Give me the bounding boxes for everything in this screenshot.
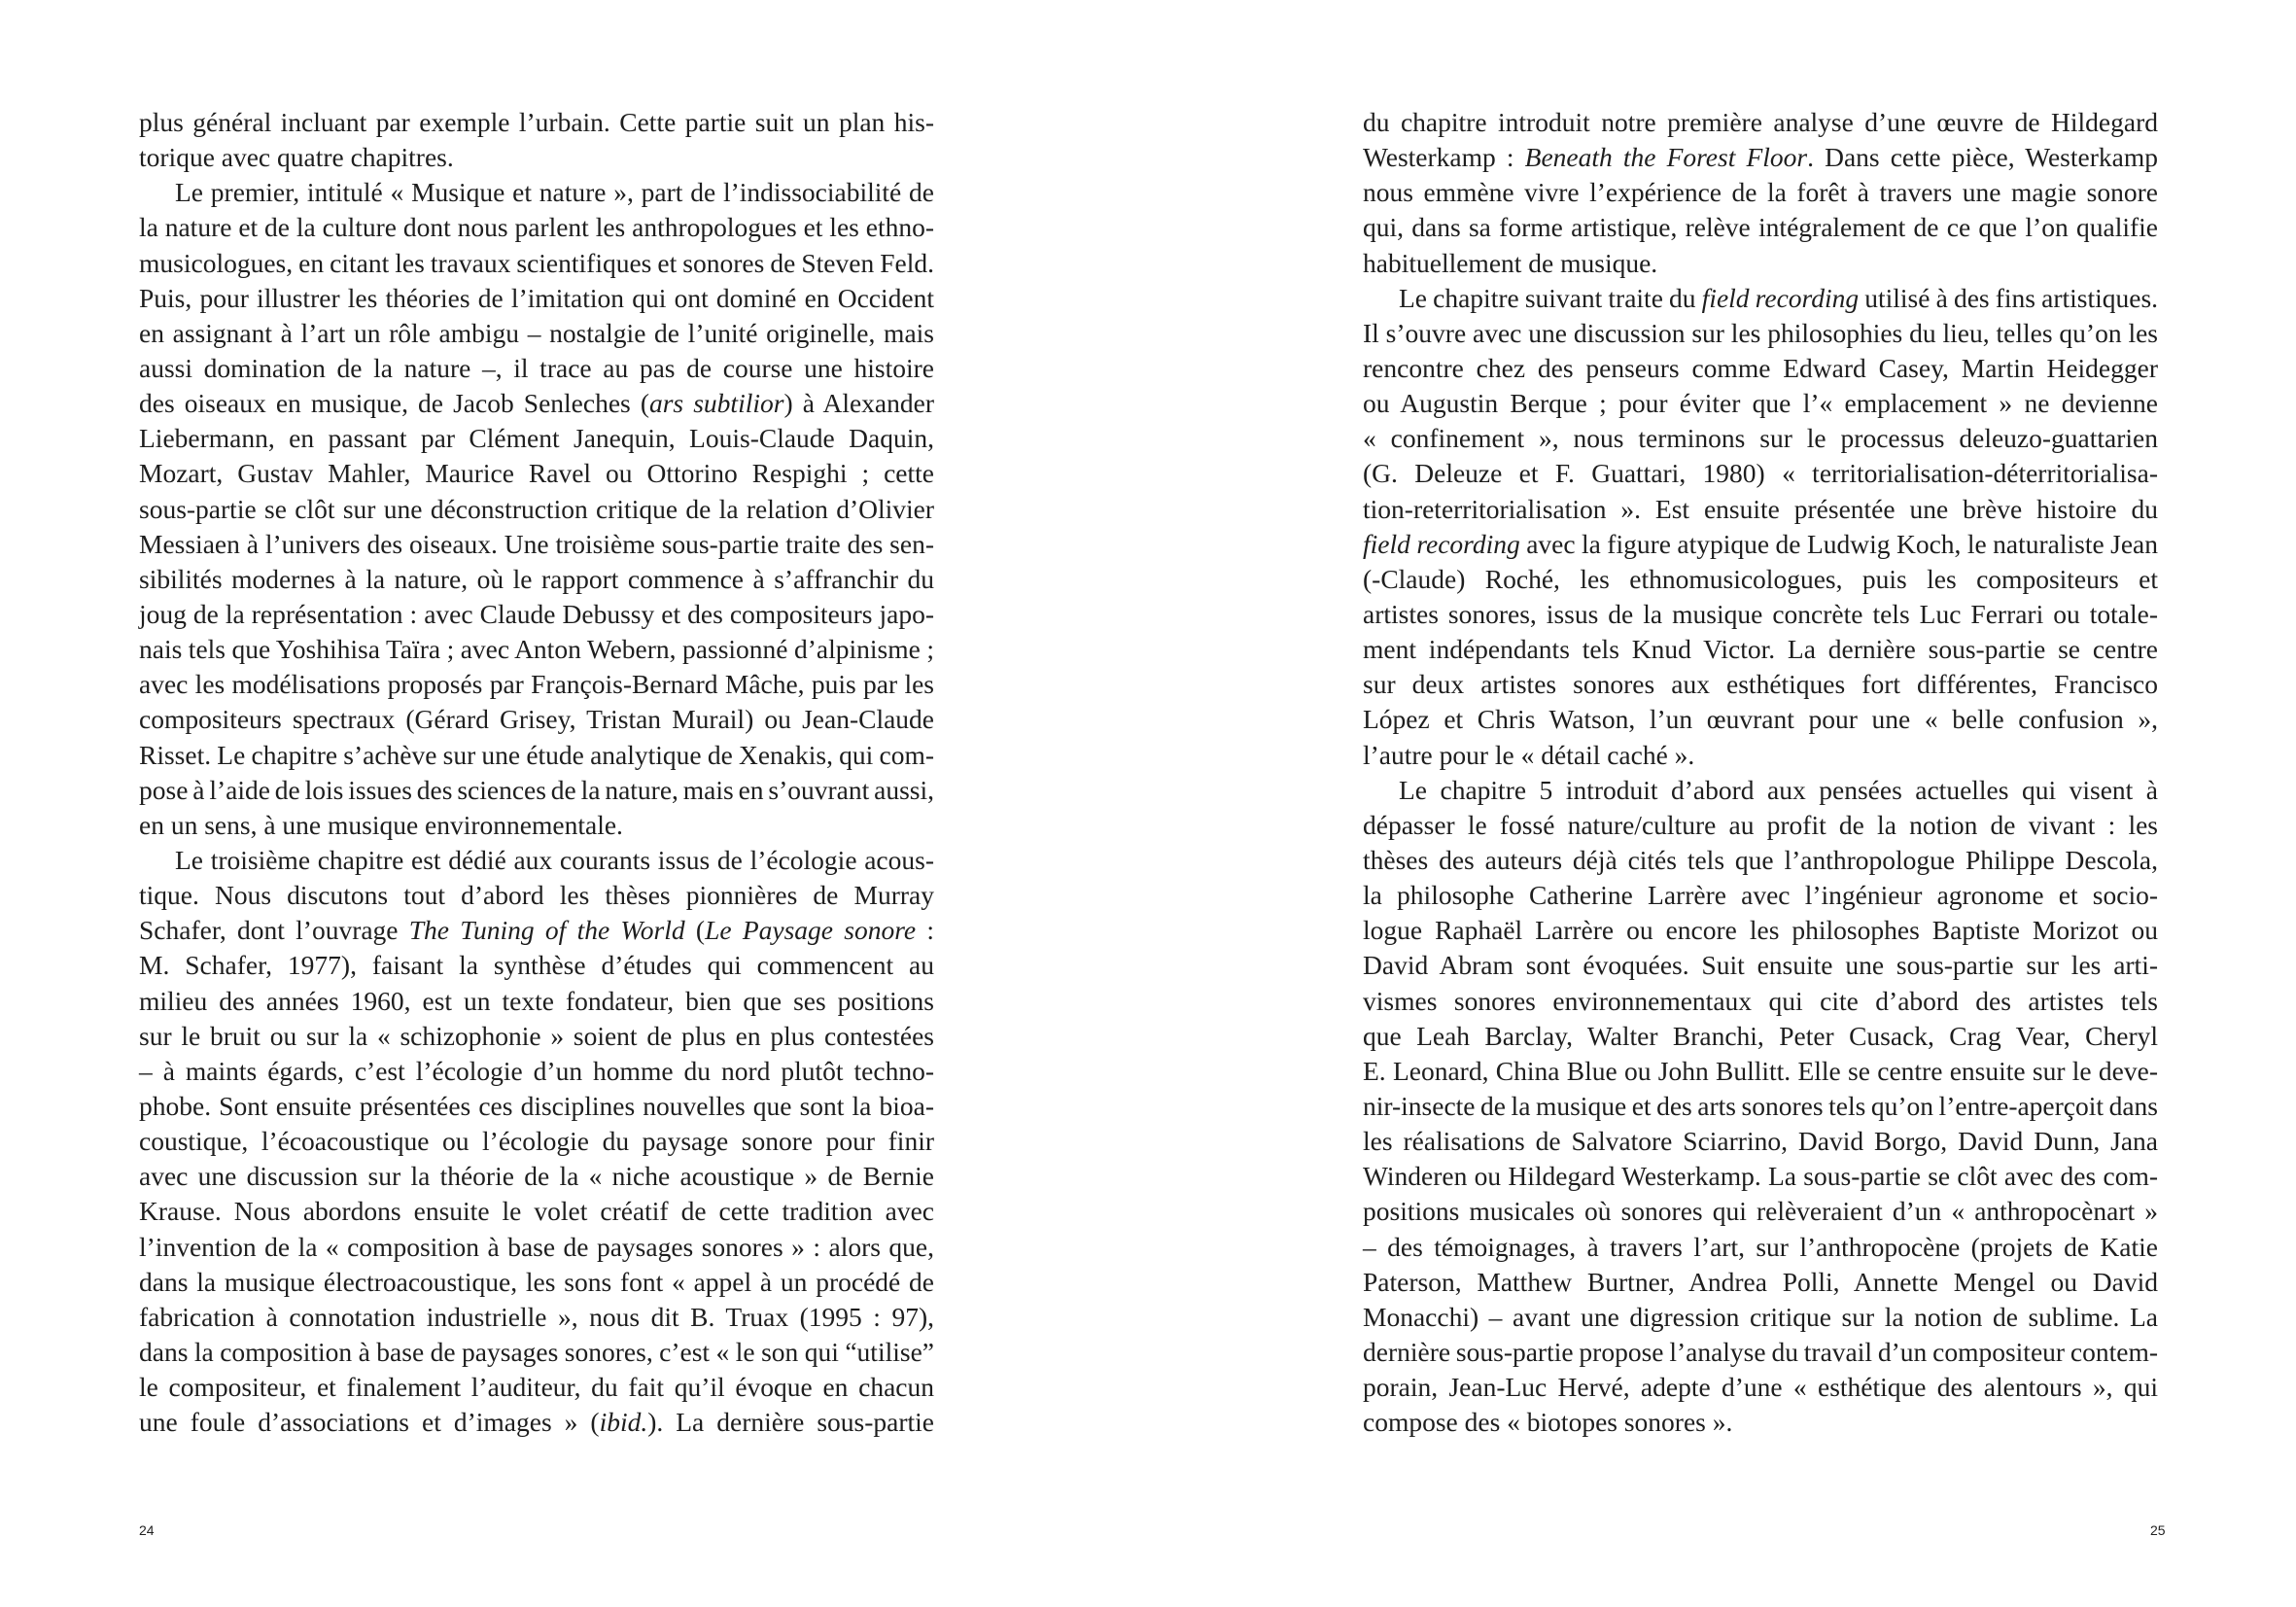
text-line — [1363, 527, 2158, 562]
text-line — [1363, 386, 2158, 421]
text-line — [139, 1335, 934, 1370]
left-page-text-column — [139, 105, 934, 1440]
text-segment: la philosophe Catherine Larrère avec l’ingénieur agronome et socio- — [1363, 880, 2158, 911]
text-segment: Monacchi) – avant une digression critique sur la notion de sublime. La — [1363, 1301, 2158, 1332]
text-line — [1363, 175, 2158, 210]
text-segment: fabrication à connotation industrielle », nous dit B. Truax (1995 : 97), — [139, 1301, 934, 1332]
text-line — [1363, 351, 2158, 386]
text-segment: positions musicales où sonores qui relèveraient d’un « anthropocènart » — [1363, 1196, 2158, 1227]
text-line — [1363, 210, 2158, 245]
text-line — [139, 1019, 934, 1054]
text-line — [1363, 421, 2158, 456]
text-segment: rencontre chez des penseurs comme Edward Casey, Martin Heidegger — [1363, 352, 2158, 383]
text-segment: tion-reterritorialisation ». Est ensuite présentée une brève histoire du — [1363, 493, 2158, 524]
text-line — [139, 210, 934, 245]
text-line — [1363, 105, 2158, 140]
text-segment: coustique, l’écoacoustique ou l’écologie du paysage sonore pour finir — [139, 1126, 934, 1157]
text-segment: une foule d’associations et d’images » ( — [139, 1407, 600, 1438]
text-line — [139, 316, 934, 351]
text-segment: compose des « biotopes sonores ». — [1363, 1407, 1733, 1438]
text-segment: artistes sonores, issus de la musique concrète tels Luc Ferrari ou totale- — [1363, 598, 2158, 629]
text-segment: sous-partie se clôt sur une déconstruction critique de la relation d’Olivier — [139, 493, 934, 524]
text-line — [139, 984, 934, 1019]
text-segment: Westerkamp : — [1363, 142, 1525, 173]
text-segment: utilisé à des fins artistiques. — [1859, 282, 2159, 313]
text-segment: dernière sous-partie propose l’analyse du travail d’un compositeur contem- — [1363, 1336, 2159, 1367]
text-segment: qui, dans sa forme artistique, relève intégralement de ce que l’on qualifie — [1363, 212, 2158, 243]
text-segment: musicologues, en citant les travaux scientifiques et sonores de Steven Feld. — [139, 247, 935, 278]
italic-text-segment: field recording — [1363, 528, 1520, 559]
text-segment: habituellement de musique. — [1363, 247, 1658, 278]
text-segment: pose à l’aide de lois issues des sciences de la nature, mais en s’ouvrant aussi, — [139, 774, 935, 805]
text-line — [139, 1265, 934, 1300]
text-segment: avec une discussion sur la théorie de la « niche acoustique » de Bernie — [139, 1161, 934, 1192]
text-segment: ). La dernière sous-partie — [647, 1407, 934, 1438]
text-segment: avec les modélisations proposés par François-Bernard Mâche, puis par les — [139, 669, 934, 700]
text-line — [139, 843, 934, 878]
text-line — [139, 1300, 934, 1335]
text-segment: Mozart, Gustav Mahler, Maurice Ravel ou Ottorino Respighi ; cette — [139, 458, 934, 489]
right-page-text-column — [1363, 105, 2158, 1440]
text-segment: Krause. Nous abordons ensuite le volet créatif de cette tradition avec — [139, 1196, 934, 1227]
text-line — [1363, 913, 2158, 948]
text-line — [139, 948, 934, 983]
text-segment: sur le bruit ou sur la « schizophonie » soient de plus en plus contestées — [139, 1020, 934, 1051]
text-segment: – à maints égards, c’est l’écologie d’un homme du nord plutôt techno- — [139, 1055, 934, 1086]
text-line — [1363, 773, 2158, 808]
text-segment: thèses des auteurs déjà cités tels que l’anthropologue Philippe Descola, — [1363, 844, 2158, 875]
text-segment: tique. Nous discutons tout d’abord les thèses pionnières de Murray — [139, 880, 934, 911]
text-line — [1363, 1230, 2158, 1265]
text-segment: Risset. Le chapitre s’achève sur une étude analytique de Xenakis, qui com- — [139, 739, 934, 770]
text-segment: aussi domination de la nature –, il trace au pas de course une histoire — [139, 352, 934, 383]
text-line — [1363, 843, 2158, 878]
text-line — [1363, 1089, 2158, 1124]
text-line — [139, 632, 934, 667]
text-segment: des oiseaux en musique, de Jacob Senleches ( — [139, 388, 649, 419]
italic-text-segment: ibid. — [599, 1407, 648, 1438]
text-line — [139, 1230, 934, 1265]
text-segment: en un sens, à une musique environnementale. — [139, 809, 623, 840]
text-line — [139, 773, 934, 808]
text-line — [1363, 702, 2158, 737]
text-segment: Le chapitre 5 introduit d’abord aux pensées actuelles qui visent à — [1399, 774, 2158, 805]
text-line — [139, 527, 934, 562]
text-segment: joug de la représentation : avec Claude Debussy et des compositeurs japo- — [139, 598, 934, 629]
text-line — [1363, 1370, 2158, 1405]
page-number-right: 25 — [2150, 1522, 2166, 1538]
text-segment: Winderen ou Hildegard Westerkamp. La sous-partie se clôt avec des com- — [1363, 1161, 2158, 1192]
text-line — [139, 140, 934, 175]
text-line — [1363, 597, 2158, 632]
text-line — [1363, 1054, 2158, 1089]
text-segment: Liebermann, en passant par Clément Janequin, Louis-Claude Daquin, — [139, 423, 934, 454]
text-line — [139, 1194, 934, 1229]
text-line — [1363, 878, 2158, 913]
text-segment: ou Augustin Berque ; pour éviter que l’« emplacement » ne devienne — [1363, 388, 2158, 419]
text-segment: Puis, pour illustrer les théories de l’imitation qui ont dominé en Occident — [139, 282, 934, 313]
text-segment: Le premier, intitulé « Musique et nature », part de l’indissociabilité de — [175, 177, 934, 208]
text-segment: Le troisième chapitre est dédié aux courants issus de l’écologie acous- — [175, 844, 934, 875]
text-segment: « confinement », nous terminons sur le processus deleuzo-guattarien — [1363, 423, 2158, 454]
text-segment: Paterson, Matthew Burtner, Andrea Polli, Annette Mengel ou David — [1363, 1266, 2158, 1297]
text-line — [1363, 1019, 2158, 1054]
text-segment: vismes sonores environnementaux qui cite d’abord des artistes tels — [1363, 985, 2158, 1016]
italic-text-segment: Le Paysage sonore — [705, 915, 917, 946]
text-segment: sur deux artistes sonores aux esthétiques fort différentes, Francisco — [1363, 669, 2158, 700]
text-segment: du chapitre introduit notre première analyse d’une œuvre de Hildegard — [1363, 107, 2158, 137]
text-line — [1363, 316, 2158, 351]
text-line — [1363, 632, 2158, 667]
text-line — [1363, 492, 2158, 527]
text-segment: torique avec quatre chapitres. — [139, 142, 454, 173]
text-segment: ment indépendants tels Knud Victor. La dernière sous-partie se centre — [1363, 634, 2158, 665]
text-line — [1363, 1124, 2158, 1159]
text-line — [139, 913, 934, 948]
text-line — [139, 456, 934, 491]
text-segment: E. Leonard, China Blue ou John Bullitt. Elle se centre ensuite sur le deve- — [1363, 1055, 2158, 1086]
text-segment: l’autre pour le « détail caché ». — [1363, 739, 1695, 770]
text-segment: ( — [684, 915, 706, 946]
text-line — [139, 1124, 934, 1159]
text-segment: l’invention de la « composition à base de paysages sonores » : alors que, — [139, 1231, 934, 1262]
text-segment: plus général incluant par exemple l’urbain. Cette partie suit un plan his- — [139, 107, 934, 137]
text-line — [139, 246, 934, 281]
text-line — [139, 351, 934, 386]
text-line — [139, 492, 934, 527]
text-segment: dans la musique électroacoustique, les sons font « appel à un procédé de — [139, 1266, 934, 1297]
text-line — [1363, 984, 2158, 1019]
text-line — [1363, 1300, 2158, 1335]
text-line — [1363, 281, 2158, 316]
text-line — [139, 562, 934, 597]
text-line — [1363, 808, 2158, 843]
text-line — [139, 175, 934, 210]
text-line — [139, 386, 934, 421]
text-segment: David Abram sont évoquées. Suit ensuite une sous-partie sur les arti- — [1363, 950, 2158, 981]
text-line — [1363, 140, 2158, 175]
text-segment: la nature et de la culture dont nous parlent les anthropologues et les ethno- — [139, 212, 934, 243]
italic-text-segment: ars subtilior — [648, 388, 784, 419]
italic-text-segment: field recording — [1701, 282, 1860, 313]
text-segment: milieu des années 1960, est un texte fondateur, bien que ses positions — [139, 985, 934, 1016]
text-line — [139, 667, 934, 702]
text-segment: – des témoignages, à travers l’art, sur l’anthropocène (projets de Katie — [1363, 1231, 2158, 1262]
text-segment: . Dans cette pièce, Westerkamp — [1807, 142, 2158, 173]
text-line — [139, 1054, 934, 1089]
text-segment: Messiaen à l’univers des oiseaux. Une troisième sous-partie traite des sen- — [139, 528, 934, 559]
text-segment: dans la composition à base de paysages sonores, c’est « le son qui “utilise” — [139, 1336, 934, 1367]
text-line — [1363, 1265, 2158, 1300]
text-segment: (-Claude) Roché, les ethnomusicologues, puis les compositeurs et — [1363, 563, 2158, 594]
text-line — [1363, 1335, 2158, 1370]
text-segment: porain, Jean-Luc Hervé, adepte d’une « esthétique des alentours », qui — [1363, 1372, 2158, 1403]
text-line — [139, 421, 934, 456]
text-segment: que Leah Barclay, Walter Branchi, Peter Cusack, Crag Vear, Cheryl — [1363, 1020, 2158, 1051]
text-line — [139, 1405, 934, 1440]
italic-text-segment: Beneath the Forest Floor — [1524, 142, 1808, 173]
text-segment: ) à Alexander — [783, 388, 934, 419]
text-segment: compositeurs spectraux (Gérard Grisey, Tristan Murail) ou Jean-Claude — [139, 704, 934, 735]
text-line — [139, 281, 934, 316]
right-page — [1148, 0, 2296, 1607]
text-segment: en assignant à l’art un rôle ambigu – nostalgie de l’unité originelle, mais — [139, 317, 934, 348]
text-line — [139, 105, 934, 140]
text-line — [1363, 948, 2158, 983]
text-line — [139, 1159, 934, 1194]
text-line — [139, 1370, 934, 1405]
text-line — [1363, 1159, 2158, 1194]
text-line — [139, 738, 934, 773]
text-line — [1363, 456, 2158, 491]
text-line — [1363, 1405, 2158, 1440]
text-segment: : — [916, 915, 934, 946]
text-line — [139, 1089, 934, 1124]
text-line — [1363, 738, 2158, 773]
text-segment: López et Chris Watson, l’un œuvrant pour une « belle confusion », — [1363, 704, 2158, 735]
text-line — [139, 808, 934, 843]
text-segment: avec la figure atypique de Ludwig Koch, le naturaliste Jean — [1519, 528, 2158, 559]
text-segment: nais tels que Yoshihisa Taïra ; avec Anton Webern, passionné d’alpinisme ; — [139, 634, 934, 665]
text-segment: phobe. Sont ensuite présentées ces disciplines nouvelles que sont la bioa- — [139, 1090, 934, 1121]
text-line — [1363, 246, 2158, 281]
page-number-left: 24 — [139, 1522, 155, 1538]
text-segment: Schafer, dont l’ouvrage — [139, 915, 409, 946]
text-segment: les réalisations de Salvatore Sciarrino, David Borgo, David Dunn, Jana — [1363, 1126, 2158, 1157]
text-segment: sibilités modernes à la nature, où le rapport commence à s’affranchir du — [139, 563, 934, 594]
text-segment: M. Schafer, 1977), faisant la synthèse d’études qui commencent au — [139, 950, 934, 981]
text-segment: Le chapitre suivant traite du — [1399, 282, 1702, 313]
text-line — [139, 597, 934, 632]
text-segment: nir-insecte de la musique et des arts sonores tels qu’on l’entre-aperçoit dans — [1363, 1090, 2158, 1121]
text-line — [1363, 1194, 2158, 1229]
text-segment: dépasser le fossé nature/culture au profit de la notion de vivant : les — [1363, 809, 2158, 840]
text-segment: le compositeur, et finalement l’auditeur, du fait qu’il évoque en chacun — [139, 1372, 934, 1403]
italic-text-segment: The Tuning of the World — [408, 915, 685, 946]
text-line — [1363, 562, 2158, 597]
text-segment: nous emmène vivre l’expérience de la forêt à travers une magie sonore — [1363, 177, 2158, 208]
text-line — [139, 702, 934, 737]
text-segment: Il s’ouvre avec une discussion sur les philosophies du lieu, telles qu’on les — [1363, 317, 2158, 348]
text-line — [139, 878, 934, 913]
text-segment: (G. Deleuze et F. Guattari, 1980) « territorialisation-déterritorialisa- — [1363, 458, 2158, 489]
text-line — [1363, 667, 2158, 702]
text-segment: logue Raphaël Larrère ou encore les philosophes Baptiste Morizot ou — [1363, 915, 2158, 946]
